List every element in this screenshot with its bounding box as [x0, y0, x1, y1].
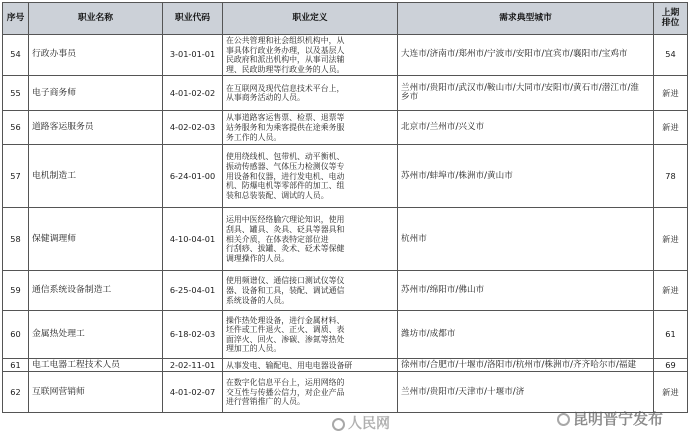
previous-rank: 新进 [654, 76, 688, 111]
row-number: 59 [3, 271, 29, 311]
watermark-left-text: 人民网 [348, 416, 390, 432]
typical-cities [398, 311, 654, 359]
watermark-left [332, 413, 390, 433]
occupation-definition-line: 系统设备的人员。 [226, 295, 290, 305]
occupation-code: 6-18-02-03 [163, 311, 223, 359]
occupation-definition-line: 进行营销推广的人员。 [226, 397, 305, 407]
typical-cities-line: 苏州市/绵阳市/佛山市 [401, 285, 485, 296]
occupation-definition-line: 务工作的人员。 [226, 132, 282, 142]
previous-rank: 新进 [654, 271, 688, 311]
wechat-icon [557, 413, 570, 426]
typical-cities [398, 35, 654, 76]
occupation-definition-line: 行刮痧、拔罐、灸术、砭术等保健 [226, 244, 345, 254]
header-definition: 职业定义 [223, 3, 398, 35]
occupation-name: 金属热处理工 [29, 311, 163, 359]
occupation-definition-line: 从事商务活动的人员。 [226, 93, 305, 103]
header-no: 序号 [3, 3, 29, 35]
occupation-definition [223, 372, 398, 413]
typical-cities [398, 145, 654, 208]
occupation-code: 4-02-02-03 [163, 111, 223, 145]
occupation-name: 互联网营销师 [29, 372, 163, 413]
table-row [3, 372, 688, 413]
table-row [3, 111, 688, 145]
row-number: 58 [3, 208, 29, 271]
occupation-code: 4-10-04-01 [163, 208, 223, 271]
occupation-definition-line: 坯件或工件退火、正火、调质、表 [226, 325, 345, 335]
occupation-definition-line: 振动传感器、气体压力检测仪等专 [226, 161, 345, 171]
table-row [3, 311, 688, 359]
occupation-definition [223, 208, 398, 271]
occupation-definition-line: 在数字化信息平台上，运用网络的 [226, 377, 345, 387]
row-number: 55 [3, 76, 29, 111]
occupation-code: 2-02-11-01 [163, 359, 223, 372]
occupation-definition-line: 从事发电、输配电、用电电器设备研 [226, 360, 353, 370]
typical-cities-line: 兰州市/贵阳市/武汉市/鞍山市/大同市/安阳市/黄石市/潜江市/淮 [401, 82, 640, 93]
occupation-definition-line: 机、防爆电机等零部件的加工、组 [226, 181, 345, 191]
occupation-definition-line: 在互联网及现代信息技术平台上， [226, 83, 345, 93]
occupation-definition-line: 装和总装装配、调试的人员。 [226, 190, 329, 200]
table-row [3, 145, 688, 208]
occupation-definition-line: 事具体行政业务办理，以及基层人 [226, 45, 345, 55]
previous-rank: 61 [654, 311, 688, 359]
occupation-definition-line: 民政府和派出机构中，从事司法辅 [226, 55, 345, 65]
occupation-name: 保健调理师 [29, 208, 163, 271]
table-row [3, 35, 688, 76]
row-number: 61 [3, 359, 29, 372]
header-name: 职业名称 [29, 3, 163, 35]
occupation-code: 6-24-01-00 [163, 145, 223, 208]
occupation-code: 4-01-02-07 [163, 372, 223, 413]
table-row [3, 208, 688, 271]
typical-cities-line: 徐州市/合肥市/十堰市/洛阳市/杭州市/株洲市/齐齐哈尔市/福建 [401, 359, 637, 370]
occupation-definition-line: 站务服务和为乘客提供在途乘务服 [226, 123, 345, 133]
occupation-definition-line: 使用频谱仪、通信接口测试仪等仪 [226, 276, 345, 286]
typical-cities-line: 潍坊市/成都市 [401, 329, 456, 340]
header-cities: 需求典型城市 [398, 3, 654, 35]
occupation-definition-line: 使用绕线机、包带机、动平衡机、 [226, 152, 345, 162]
occupation-definition-line: 器、设备和工具，装配、调试通信 [226, 286, 345, 296]
typical-cities-line: 大连市/济南市/郑州市/宁波市/安阳市/宜宾市/襄阳市/宝鸡市 [401, 49, 628, 60]
typical-cities [398, 359, 654, 372]
header-rank-line1: 上期 [661, 7, 680, 18]
row-number: 60 [3, 311, 29, 359]
occupation-name: 电工电器工程技术人员 [29, 359, 163, 372]
occupation-definition-line: 操作热处理设备，进行金属材料、 [226, 315, 345, 325]
previous-rank: 新进 [654, 372, 688, 413]
watermark-right-text: 昆明晋宁发布 [573, 410, 664, 428]
previous-rank: 78 [654, 145, 688, 208]
occupation-definition-line: 理加工的人员。 [226, 344, 282, 354]
occupation-table [2, 2, 688, 413]
table-row [3, 76, 688, 111]
occupation-definition [223, 145, 398, 208]
previous-rank: 新进 [654, 208, 688, 271]
previous-rank: 54 [654, 35, 688, 76]
table-row [3, 271, 688, 311]
occupation-definition [223, 359, 398, 372]
typical-cities-line: 兰州市/贵阳市/天津市/十堰市/济 [401, 386, 525, 397]
occupation-definition [223, 35, 398, 76]
typical-cities [398, 372, 654, 413]
table-row [3, 359, 688, 372]
occupation-definition [223, 76, 398, 111]
occupation-definition-line: 调理操作的人员。 [226, 253, 290, 263]
typical-cities-line: 北京市/兰州市/兴义市 [401, 122, 485, 133]
row-number: 62 [3, 372, 29, 413]
camera-icon [332, 418, 345, 431]
watermark-right [557, 408, 663, 429]
occupation-definition [223, 111, 398, 145]
table-header-row [3, 3, 688, 35]
row-number: 56 [3, 111, 29, 145]
typical-cities-line: 乡市 [401, 92, 419, 103]
occupation-name: 电机制造工 [29, 145, 163, 208]
occupation-definition [223, 311, 398, 359]
header-rank [654, 3, 688, 35]
occupation-code: 3-01-01-01 [163, 35, 223, 76]
occupation-definition-line: 理、民政助理等行政业务的人员。 [226, 64, 345, 74]
typical-cities [398, 76, 654, 111]
occupation-definition-line: 交互性与传播公信力，对企业产品 [226, 387, 345, 397]
occupation-name: 行政办事员 [29, 35, 163, 76]
occupation-definition-line: 相关介质，在体表特定部位进 [226, 234, 329, 244]
occupation-definition-line: 在公共管理和社会组织机构中，从 [226, 36, 345, 45]
occupation-definition-line: 面淬火、回火、渗碳、渗氮等热处 [226, 334, 345, 344]
occupation-definition-line: 用设备和仪器，进行发电机、电动 [226, 171, 345, 181]
occupation-definition-line: 运用中医经络腧穴理论知识，使用 [226, 215, 345, 225]
row-number: 57 [3, 145, 29, 208]
occupation-name: 道路客运服务员 [29, 111, 163, 145]
occupation-code: 6-25-04-01 [163, 271, 223, 311]
occupation-name: 通信系统设备制造工 [29, 271, 163, 311]
typical-cities-line: 杭州市 [401, 233, 427, 244]
previous-rank: 新进 [654, 111, 688, 145]
typical-cities [398, 111, 654, 145]
header-code: 职业代码 [163, 3, 223, 35]
occupation-definition [223, 271, 398, 311]
occupation-code: 4-01-02-02 [163, 76, 223, 111]
occupation-definition-line: 从事道路客运售票、检票、退票等 [226, 113, 345, 123]
occupation-definition-line: 刮具、罐具、灸具、砭具等器具和 [226, 224, 345, 234]
row-number: 54 [3, 35, 29, 76]
header-rank-line2: 排位 [661, 17, 680, 28]
occupation-name: 电子商务师 [29, 76, 163, 111]
previous-rank: 69 [654, 359, 688, 372]
typical-cities [398, 271, 654, 311]
typical-cities-line: 苏州市/蚌埠市/株洲市/黄山市 [401, 170, 513, 181]
typical-cities [398, 208, 654, 271]
